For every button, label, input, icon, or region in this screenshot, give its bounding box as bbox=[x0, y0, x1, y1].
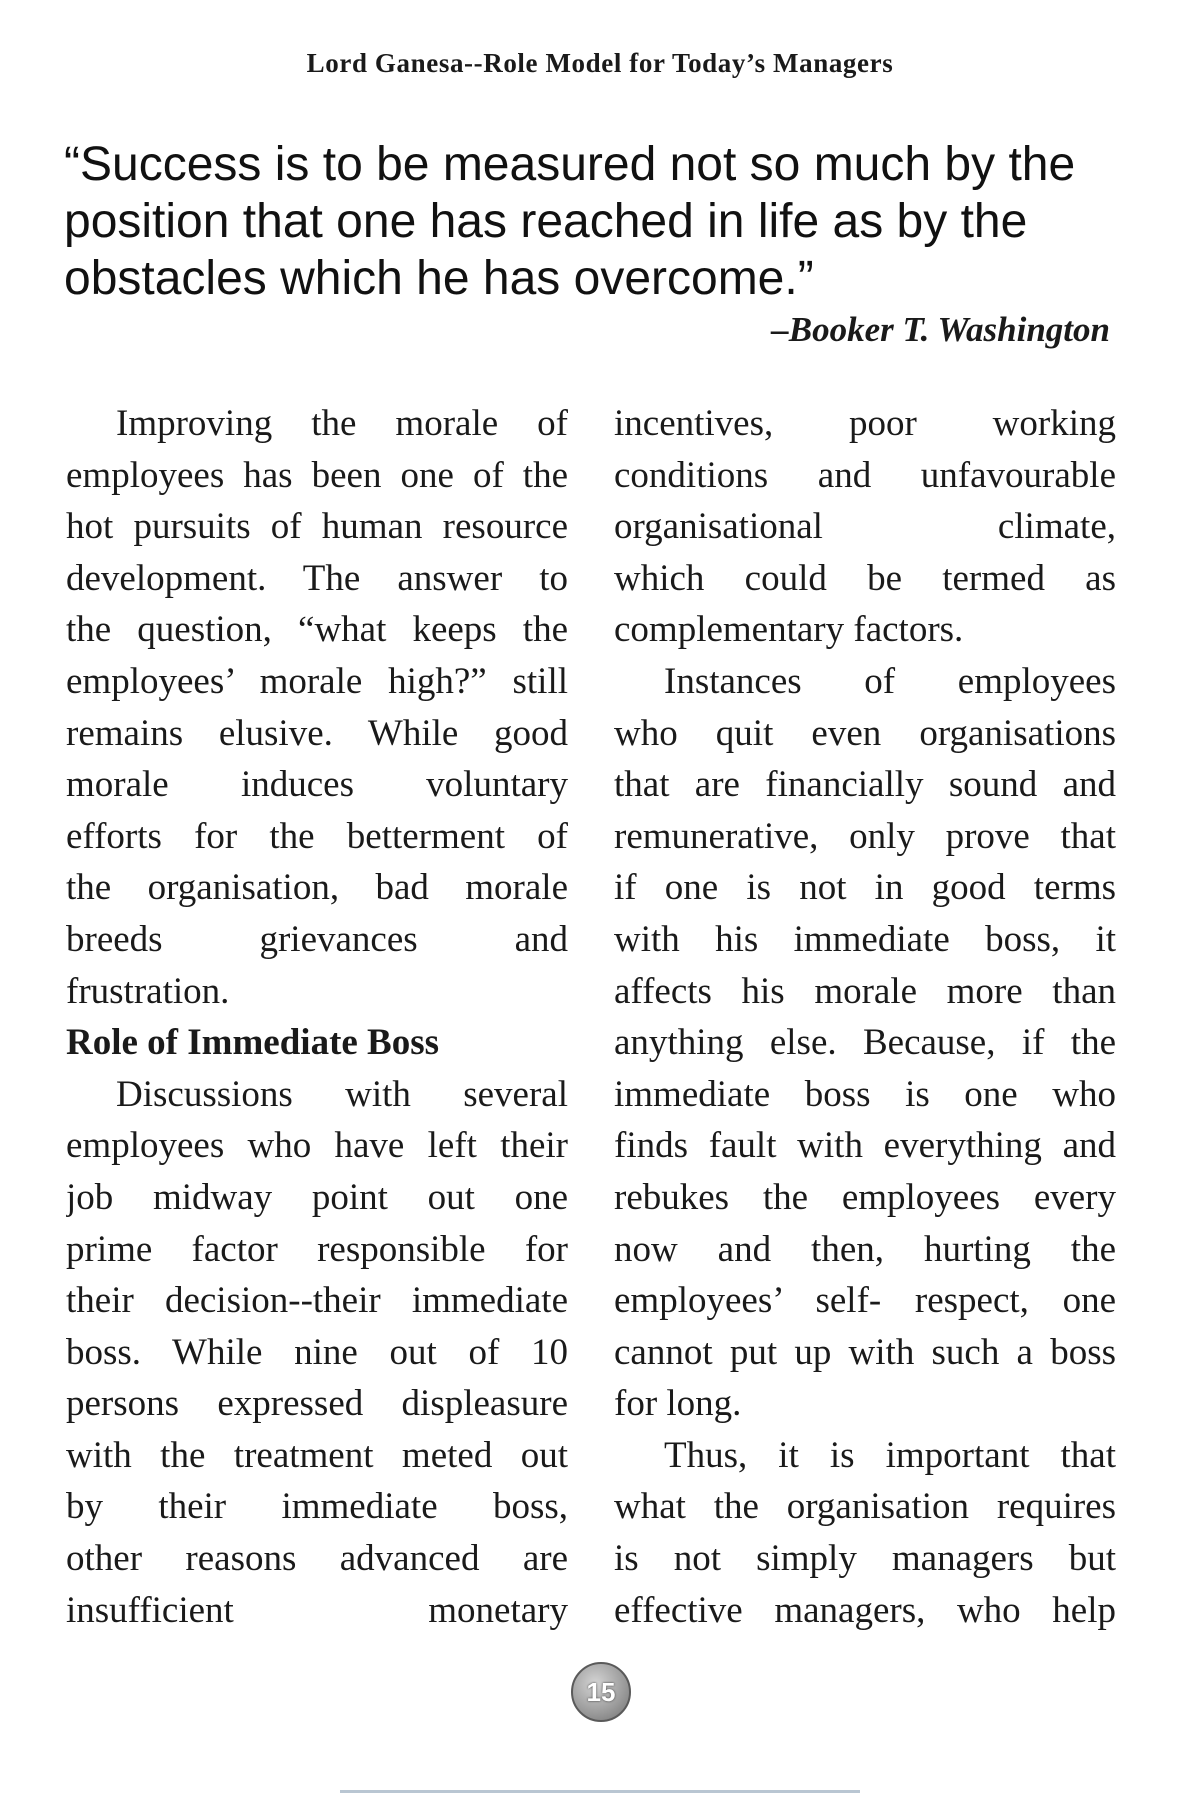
body-line: development. The answer to bbox=[66, 557, 568, 599]
body-line: anything else. Because, if the bbox=[614, 1022, 1116, 1064]
running-header: Lord Ganesa--Role Model for Today’s Managers bbox=[306, 48, 894, 78]
page-number-badge: 15 bbox=[571, 1662, 631, 1722]
body-line: with his immediate boss, it bbox=[614, 918, 1116, 960]
body-line: by their immediate boss, bbox=[66, 1486, 568, 1528]
epigraph-line: position that one has reached in life as by the bbox=[64, 195, 1028, 248]
body-line: organisational climate, bbox=[614, 506, 1116, 548]
body-line: morale induces voluntary bbox=[66, 764, 568, 806]
body-line: Discussions with several bbox=[116, 1073, 568, 1115]
body-line: breeds grievances and bbox=[66, 918, 568, 960]
epigraph-line: “Success is to be measured not so much by the bbox=[64, 138, 1076, 191]
body-line: incentives, poor working bbox=[614, 403, 1116, 444]
body-line: Thus, it is important that bbox=[664, 1434, 1116, 1476]
body-line: effective managers, who help bbox=[614, 1589, 1116, 1631]
body-line: hot pursuits of human resource bbox=[66, 506, 568, 548]
body-line: cannot put up with such a boss bbox=[614, 1331, 1116, 1373]
body-line: the question, “what keeps the bbox=[66, 609, 568, 651]
body-line: rebukes the employees every bbox=[614, 1176, 1116, 1218]
body-line: Improving the morale of bbox=[116, 403, 568, 444]
right-column bbox=[614, 398, 1116, 1636]
body-line: employees who have left their bbox=[66, 1125, 568, 1167]
body-line: now and then, hurting the bbox=[614, 1228, 1116, 1270]
section-subheading: Role of Immediate Boss bbox=[66, 1022, 440, 1064]
body-line: with the treatment meted out bbox=[66, 1434, 568, 1476]
bottom-rule bbox=[340, 1790, 860, 1793]
body-line: employees’ self- respect, one bbox=[614, 1280, 1116, 1322]
body-line: that are financially sound and bbox=[614, 764, 1116, 806]
body-line: what the organisation requires bbox=[614, 1486, 1116, 1528]
epigraph-quote bbox=[64, 136, 1124, 307]
left-column bbox=[66, 398, 568, 1636]
body-line: remains elusive. While good bbox=[66, 712, 568, 754]
body-line: is not simply managers but bbox=[614, 1538, 1116, 1580]
body-line: efforts for the betterment of bbox=[66, 815, 568, 857]
body-line: insufficient monetary bbox=[66, 1589, 568, 1631]
body-line: their decision--their immediate bbox=[66, 1280, 568, 1322]
body-line: boss. While nine out of 10 bbox=[66, 1331, 568, 1373]
body-line: if one is not in good terms bbox=[614, 867, 1116, 909]
body-line: frustration. bbox=[66, 970, 230, 1012]
body-line: the organisation, bad morale bbox=[66, 867, 568, 909]
body-line: Instances of employees bbox=[664, 660, 1116, 702]
body-line: employees’ morale high?” still bbox=[66, 660, 568, 702]
body-line: for long. bbox=[614, 1383, 742, 1425]
body-line: job midway point out one bbox=[66, 1176, 568, 1218]
body-line: who quit even organisations bbox=[614, 712, 1116, 754]
epigraph-line: obstacles which he has overcome.” bbox=[64, 252, 814, 305]
epigraph-attribution: –Booker T. Washington bbox=[771, 310, 1110, 349]
body-line: other reasons advanced are bbox=[66, 1538, 568, 1580]
body-line: prime factor responsible for bbox=[66, 1228, 568, 1270]
body-line: which could be termed as bbox=[614, 557, 1116, 599]
body-line: employees has been one of the bbox=[66, 454, 568, 496]
body-line: affects his morale more than bbox=[614, 970, 1116, 1012]
body-line: finds fault with everything and bbox=[614, 1125, 1116, 1167]
body-line: conditions and unfavourable bbox=[614, 454, 1116, 496]
body-line: complementary factors. bbox=[614, 609, 964, 651]
body-line: persons expressed displeasure bbox=[66, 1383, 568, 1425]
body-line: remunerative, only prove that bbox=[614, 815, 1116, 857]
body-line: immediate boss is one who bbox=[614, 1073, 1116, 1115]
